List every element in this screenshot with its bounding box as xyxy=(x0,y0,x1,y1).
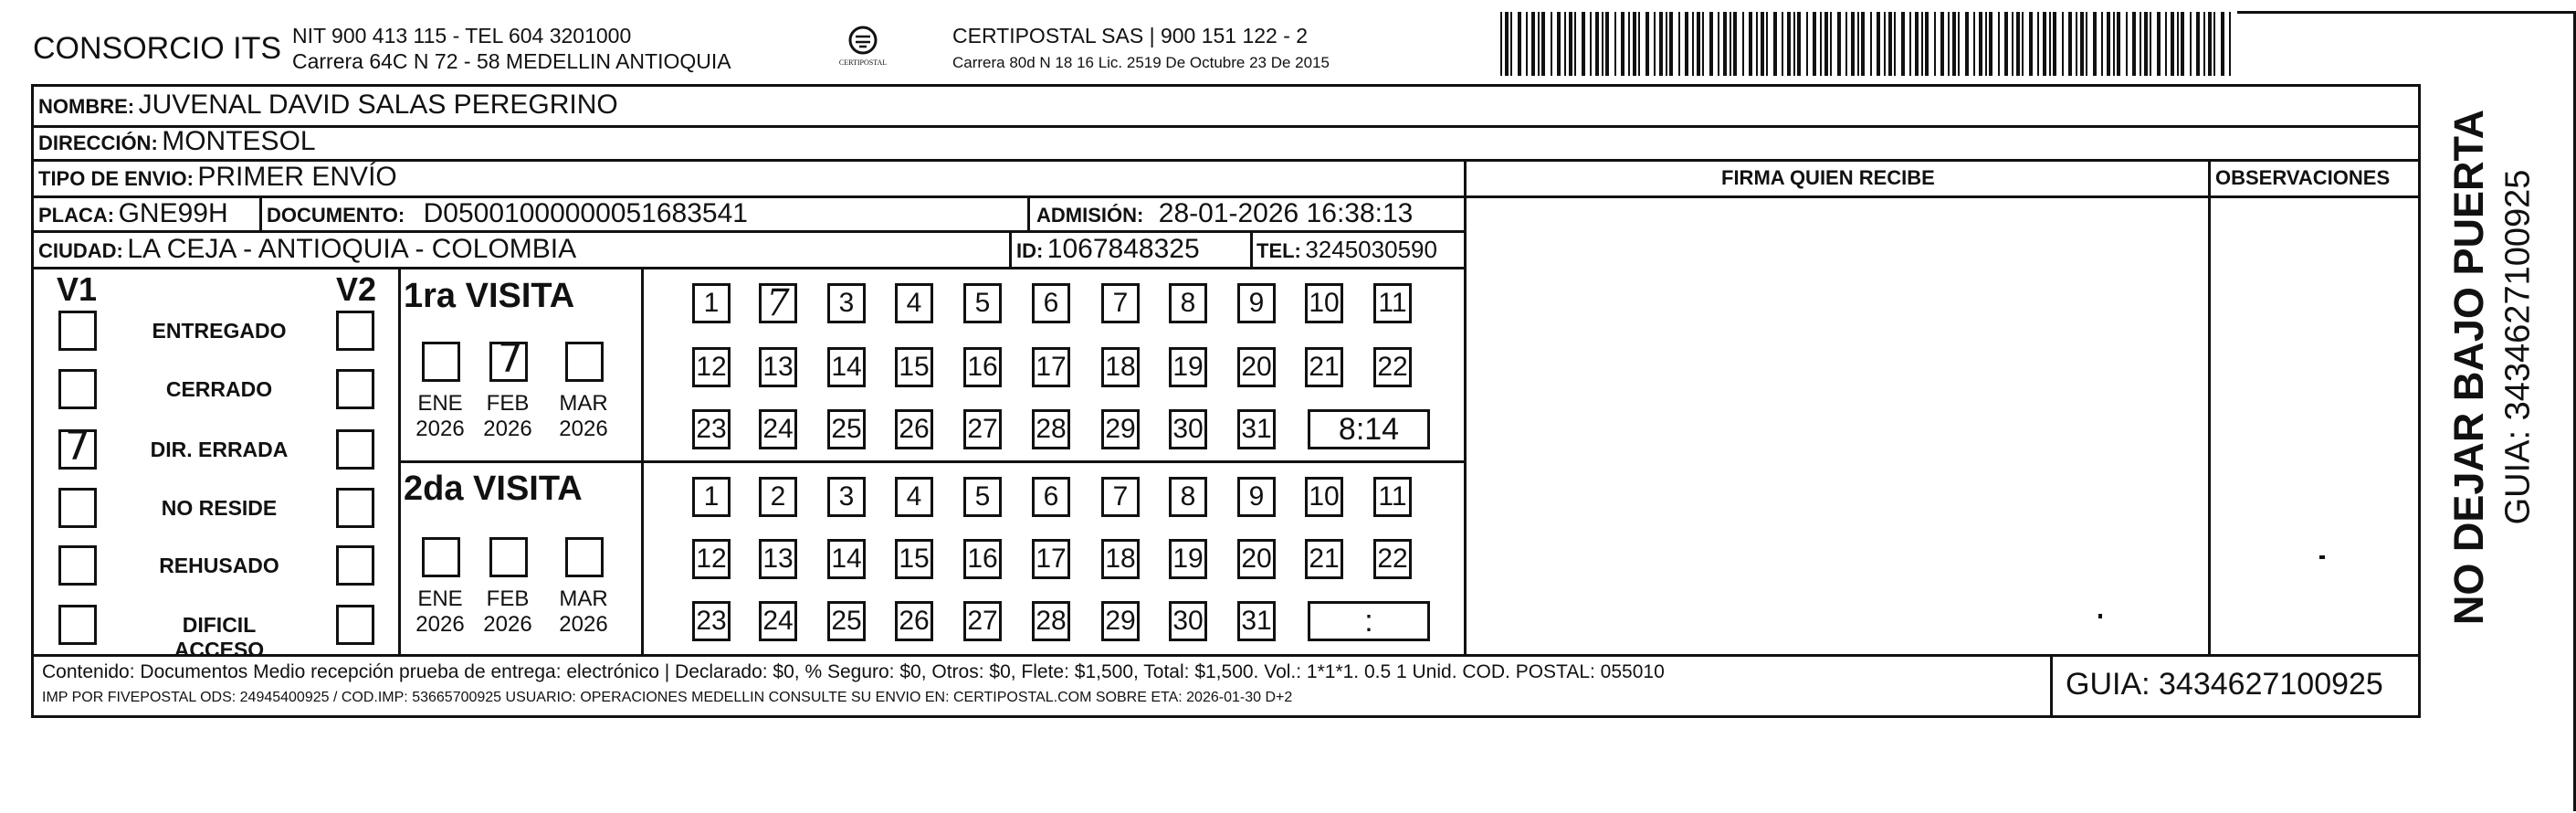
cell-divider xyxy=(1009,230,1012,267)
status-checkbox-v2[interactable] xyxy=(336,488,374,528)
barcode-bar xyxy=(1894,12,1896,76)
day-cell[interactable]: 24 xyxy=(759,601,797,641)
status-label: CERRADO xyxy=(165,377,273,401)
side-guia: GUIA: 3434627100925 xyxy=(2498,169,2538,525)
barcode-bar xyxy=(1500,12,1502,76)
barcode-bar xyxy=(1901,12,1905,76)
month-label xyxy=(556,586,611,638)
company-address: Carrera 64C N 72 - 58 MEDELLIN ANTIOQUIA xyxy=(292,49,731,73)
frame-top-edge xyxy=(2237,11,2575,14)
barcode-bar xyxy=(1531,12,1535,76)
observaciones-label: OBSERVACIONES xyxy=(2215,166,2391,189)
day-cell[interactable]: 26 xyxy=(895,409,933,449)
barcode-bar xyxy=(1973,12,1975,76)
id-value: 1067848325 xyxy=(1046,234,1200,264)
day-cell[interactable]: 23 xyxy=(692,409,731,449)
nombre-label: NOMBRE: xyxy=(38,95,135,118)
ciudad-value: LA CEJA - ANTIOQUIA - COLOMBIA xyxy=(127,234,577,264)
barcode-bar xyxy=(1730,12,1731,76)
day-cell[interactable]: 13 xyxy=(759,347,797,387)
barcode-bar xyxy=(1510,12,1512,76)
barcode-bar xyxy=(1979,12,1982,76)
row-line xyxy=(31,267,1465,269)
cell-divider xyxy=(259,195,262,232)
carrier-license: Carrera 80d N 18 16 Lic. 2519 De Octubre 23 De 2015 xyxy=(952,54,1330,71)
barcode-bar xyxy=(1909,12,1911,76)
status-label: DIFICIL ACCESO xyxy=(173,613,265,661)
barcode-bar xyxy=(1884,12,1886,76)
documento-field xyxy=(267,198,748,229)
day-cell[interactable]: 29 xyxy=(1101,409,1140,449)
barcode-bar xyxy=(1824,12,1828,76)
status-checkbox-v1[interactable] xyxy=(58,369,97,409)
col-divider xyxy=(1464,159,1467,654)
company-name: CONSORCIO ITS xyxy=(33,31,282,66)
barcode-bar xyxy=(1678,12,1680,76)
barcode-bar xyxy=(1541,12,1545,76)
barcode-bar xyxy=(2177,12,2179,76)
barcode-bar xyxy=(1742,12,1744,76)
barcode-bar xyxy=(1797,12,1801,76)
barcode-bar xyxy=(2221,12,2224,76)
month-checkbox[interactable] xyxy=(489,537,528,577)
barcode-bar xyxy=(1702,12,1704,76)
ciudad-label: CIUDAD: xyxy=(38,239,123,262)
barcode-bar xyxy=(2171,12,2174,76)
barcode-bar xyxy=(1965,12,1969,76)
month-year: 2026 xyxy=(483,612,532,637)
barcode-bar xyxy=(2132,12,2136,76)
day-cell[interactable]: 4 xyxy=(895,283,933,323)
barcode-bar xyxy=(1820,12,1822,76)
status-checkbox-v2[interactable] xyxy=(336,429,374,470)
placa-value: GNE99H xyxy=(118,198,228,228)
barcode-bar xyxy=(2165,12,2167,76)
status-checkbox-v2[interactable] xyxy=(336,311,374,351)
day-cell[interactable]: 4 xyxy=(895,477,933,517)
direccion-field xyxy=(38,126,316,157)
day-cell[interactable]: 19 xyxy=(1169,539,1207,579)
barcode-bar xyxy=(1551,12,1552,76)
day-cell[interactable]: 23 xyxy=(692,601,731,641)
barcode-bar xyxy=(2213,12,2215,76)
barcode-bar xyxy=(1845,12,1847,76)
day-cell[interactable]: 30 xyxy=(1169,601,1207,641)
day-cell[interactable]: 19 xyxy=(1169,347,1207,387)
barcode-bar xyxy=(1638,12,1640,76)
barcode-bar xyxy=(1685,12,1688,76)
day-cell[interactable]: 25 xyxy=(827,409,866,449)
status-label: REHUSADO xyxy=(159,554,279,577)
day-cell[interactable]: 3 xyxy=(827,477,866,517)
day-cell[interactable]: 20 xyxy=(1237,539,1276,579)
barcode-bar xyxy=(2022,12,2024,76)
barcode-bar xyxy=(1569,12,1572,76)
month-year: 2026 xyxy=(559,612,608,637)
barcode-bar xyxy=(1666,12,1667,76)
barcode-bar xyxy=(1590,12,1592,76)
status-label: ENTREGADO xyxy=(152,319,287,343)
day-cell[interactable]: 9 xyxy=(1237,283,1276,323)
footer-divider xyxy=(31,654,2421,657)
month-year: 2026 xyxy=(483,417,532,441)
col-divider xyxy=(2208,159,2211,654)
status-label: DIR. ERRADA xyxy=(150,438,289,461)
month-year: 2026 xyxy=(415,417,465,441)
month-checkbox[interactable] xyxy=(565,537,604,577)
month-checkbox[interactable] xyxy=(489,335,528,382)
visit-divider xyxy=(398,460,1465,463)
barcode-bar xyxy=(2012,12,2013,76)
barcode-bar xyxy=(1782,12,1783,76)
status-checkbox-v2[interactable] xyxy=(336,605,374,645)
barcode-bar xyxy=(1958,12,1960,76)
barcode-bar xyxy=(1934,12,1936,76)
barcode-bar xyxy=(2080,12,2084,76)
barcode-bar xyxy=(1877,12,1880,76)
day-cell[interactable]: 8 xyxy=(1169,477,1207,517)
nombre-field xyxy=(38,90,618,121)
admision-label: ADMISIÓN: xyxy=(1036,204,1144,227)
day-cell[interactable]: 14 xyxy=(827,347,866,387)
day-cell[interactable]: 9 xyxy=(1237,477,1276,517)
day-cell[interactable]: 3 xyxy=(827,283,866,323)
barcode-bar xyxy=(2076,12,2077,76)
month-checkbox[interactable] xyxy=(422,342,460,382)
time-field[interactable]: : xyxy=(1308,601,1430,641)
barcode-bar xyxy=(1766,12,1768,76)
day-cell[interactable]: 7 xyxy=(1101,283,1140,323)
stray-mark xyxy=(2319,555,2325,559)
barcode-bar xyxy=(1628,12,1630,76)
barcode-bar xyxy=(2093,12,2097,76)
barcode-bar xyxy=(1851,12,1855,76)
barcode-bar xyxy=(1787,12,1791,76)
day-cell[interactable]: 12 xyxy=(692,347,731,387)
barcode-bar xyxy=(1582,12,1585,76)
barcode-bar xyxy=(1813,12,1816,76)
barcode-bar xyxy=(1915,12,1919,76)
day-cell[interactable]: 11 xyxy=(1373,283,1412,323)
day-cell[interactable]: 14 xyxy=(827,539,866,579)
day-cell[interactable]: 27 xyxy=(963,409,1002,449)
month-checkbox[interactable] xyxy=(565,342,604,382)
barcode-bar xyxy=(1985,12,1987,76)
barcode-bar xyxy=(2157,12,2161,76)
barcode-bar xyxy=(1621,12,1624,76)
barcode-bar xyxy=(1557,12,1561,76)
documento-label: DOCUMENTO: xyxy=(267,204,405,227)
barcode-bar xyxy=(1733,12,1737,76)
day-cell[interactable]: 27 xyxy=(963,601,1002,641)
barcode-bar xyxy=(2037,12,2039,76)
cell-divider xyxy=(1250,230,1253,267)
ciudad-field xyxy=(38,234,576,265)
barcode-bar xyxy=(1564,12,1566,76)
day-cell[interactable] xyxy=(759,283,797,323)
barcode-bar xyxy=(2144,12,2148,76)
month-name: MAR xyxy=(559,391,608,416)
month-name: ENE xyxy=(417,391,463,416)
barcode-bar xyxy=(1645,12,1649,76)
barcode-bar xyxy=(1723,12,1727,76)
month-label xyxy=(413,391,468,442)
documento-value: D05001000000051683541 xyxy=(423,198,748,228)
handwritten-mark: 7 xyxy=(65,423,90,470)
day-cell[interactable]: 12 xyxy=(692,539,731,579)
row-line xyxy=(1464,195,2421,198)
placa-field xyxy=(38,198,228,229)
day-cell[interactable]: 16 xyxy=(963,347,1002,387)
month-label xyxy=(413,586,468,638)
day-cell[interactable]: 6 xyxy=(1032,477,1070,517)
barcode-bar xyxy=(1830,12,1832,76)
status-checkbox-v1[interactable] xyxy=(58,423,97,470)
imp-line: IMP POR FIVEPOSTAL ODS: 24945400925 / COD.IMP: 53665700925 USUARIO: OPERACIONES MEDELLIN CONSULTE SU ENVIO EN: CERTIPOSTAL.COM SOBRE ETA: 2026-01-30 D+2 xyxy=(42,690,1293,705)
barcode-bar xyxy=(1602,12,1603,76)
month-label xyxy=(480,586,535,638)
barcode-bar xyxy=(1505,12,1509,76)
day-cell[interactable]: 28 xyxy=(1032,409,1070,449)
day-cell[interactable]: 16 xyxy=(963,539,1002,579)
day-cell[interactable]: 8 xyxy=(1169,283,1207,323)
barcode-bar xyxy=(2229,12,2231,76)
barcode-bar xyxy=(2190,12,2192,76)
nombre-value: JUVENAL DAVID SALAS PEREGRINO xyxy=(138,90,618,120)
barcode-bar xyxy=(1870,12,1872,76)
day-cell[interactable]: 22 xyxy=(1373,539,1412,579)
row-line xyxy=(31,125,2421,128)
day-cell[interactable]: 1 xyxy=(692,477,731,517)
barcode-bar xyxy=(1518,12,1521,76)
status-checkbox-v1[interactable] xyxy=(58,605,97,645)
id-label: ID: xyxy=(1016,239,1044,262)
barcode-bar xyxy=(1756,12,1758,76)
month-checkbox[interactable] xyxy=(422,537,460,577)
barcode-bar xyxy=(2150,12,2151,76)
barcode-bar xyxy=(2062,12,2064,76)
handwritten-mark: 7 xyxy=(498,335,523,382)
status-checkbox-v1[interactable] xyxy=(58,488,97,528)
barcode-bar xyxy=(1749,12,1752,76)
barcode-bar xyxy=(1761,12,1764,76)
month-label xyxy=(480,391,535,442)
barcode-bar xyxy=(1697,12,1700,76)
status-checkbox-v1[interactable] xyxy=(58,545,97,586)
barcode-bar xyxy=(1925,12,1929,76)
barcode-bar xyxy=(1998,12,2000,76)
day-cell[interactable]: 30 xyxy=(1169,409,1207,449)
day-cell[interactable]: 21 xyxy=(1305,347,1343,387)
day-cell[interactable]: 5 xyxy=(963,283,1002,323)
tel-field xyxy=(1256,236,1437,264)
barcode xyxy=(1500,12,2235,78)
firma-label: FIRMA QUIEN RECIBE xyxy=(1721,166,1935,189)
month-year: 2026 xyxy=(415,612,465,637)
day-cell[interactable]: 6 xyxy=(1032,283,1070,323)
v1-header: V1 xyxy=(57,270,98,308)
month-name: ENE xyxy=(417,586,463,611)
barcode-bar xyxy=(1614,12,1616,76)
day-cell[interactable]: 18 xyxy=(1101,539,1140,579)
footer-guia-divider xyxy=(2050,654,2053,718)
barcode-bar xyxy=(2086,12,2087,76)
month-label xyxy=(556,391,611,442)
barcode-bar xyxy=(1605,12,1609,76)
day-cell[interactable]: 31 xyxy=(1237,409,1276,449)
barcode-bar xyxy=(2029,12,2033,76)
id-field xyxy=(1016,234,1200,265)
barcode-bar xyxy=(1940,12,1944,76)
carrier-name: CERTIPOSTAL SAS | 900 151 122 - 2 xyxy=(952,24,1309,48)
barcode-bar xyxy=(1633,12,1636,76)
barcode-bar xyxy=(1861,12,1865,76)
handwritten-day-mark: 7 xyxy=(766,282,790,324)
month-name: FEB xyxy=(486,391,530,416)
stray-mark xyxy=(2098,614,2102,618)
time-field[interactable]: 8:14 xyxy=(1308,409,1430,449)
barcode-bar xyxy=(2049,12,2051,76)
day-cell[interactable]: 2 xyxy=(759,477,797,517)
day-cell[interactable]: 10 xyxy=(1305,283,1343,323)
tel-value: 3245030590 xyxy=(1305,236,1437,263)
barcode-bar xyxy=(1952,12,1956,76)
day-cell[interactable]: 11 xyxy=(1373,477,1412,517)
day-cell[interactable]: 1 xyxy=(692,283,731,323)
day-cell[interactable]: 21 xyxy=(1305,539,1343,579)
barcode-bar xyxy=(2203,12,2205,76)
status-checkbox-v2[interactable] xyxy=(336,369,374,409)
month-name: MAR xyxy=(559,586,608,611)
tipo-value: PRIMER ENVÍO xyxy=(197,162,397,192)
barcode-bar xyxy=(1793,12,1795,76)
side-warning: NO DEJAR BAJO PUERTA xyxy=(2445,109,2492,626)
direccion-label: DIRECCIÓN: xyxy=(38,132,158,154)
barcode-bar xyxy=(2117,12,2120,76)
barcode-bar xyxy=(2068,12,2072,76)
day-cell[interactable]: 26 xyxy=(895,601,933,641)
month-year: 2026 xyxy=(559,417,608,441)
admision-field xyxy=(1036,198,1413,229)
tipo-label: TIPO DE ENVIO: xyxy=(38,167,194,190)
barcode-bar xyxy=(2016,12,2020,76)
barcode-bar xyxy=(1806,12,1808,76)
status-checkbox-v1[interactable] xyxy=(58,311,97,351)
certipostal-logo xyxy=(826,24,899,75)
barcode-bar xyxy=(1595,12,1599,76)
day-cell[interactable]: 28 xyxy=(1032,601,1070,641)
day-cell[interactable]: 29 xyxy=(1101,601,1140,641)
month-name: FEB xyxy=(486,586,530,611)
barcode-bar xyxy=(2053,12,2056,76)
barcode-bar xyxy=(1654,12,1656,76)
day-cell[interactable]: 25 xyxy=(827,601,866,641)
day-cell[interactable]: 17 xyxy=(1032,347,1070,387)
barcode-bar xyxy=(1921,12,1923,76)
day-cell[interactable]: 10 xyxy=(1305,477,1343,517)
day-cell[interactable]: 24 xyxy=(759,409,797,449)
visit1-title: 1ra VISITA xyxy=(404,277,575,315)
barcode-bar xyxy=(2140,12,2141,76)
direccion-value: MONTESOL xyxy=(162,126,316,156)
barcode-bar xyxy=(2126,12,2128,76)
visit2-title: 2da VISITA xyxy=(404,470,583,508)
v2-header: V2 xyxy=(336,270,377,308)
barcode-bar xyxy=(1669,12,1673,76)
barcode-bar xyxy=(2101,12,2103,76)
barcode-bar xyxy=(2181,12,2184,76)
barcode-bar xyxy=(1837,12,1841,76)
barcode-bar xyxy=(1773,12,1777,76)
barcode-bar xyxy=(1538,12,1540,76)
footer-guia: GUIA: 3434627100925 xyxy=(2066,667,2383,702)
logo-wordmark: CERTIPOSTAL xyxy=(838,58,888,67)
barcode-bar xyxy=(1659,12,1663,76)
cell-divider xyxy=(1027,195,1030,232)
barcode-bar xyxy=(1718,12,1719,76)
barcode-bar xyxy=(1888,12,1892,76)
day-cell[interactable]: 7 xyxy=(1101,477,1140,517)
barcode-bar xyxy=(1857,12,1859,76)
day-cell[interactable]: 17 xyxy=(1032,539,1070,579)
barcode-bar xyxy=(1989,12,1992,76)
barcode-bar xyxy=(1709,12,1713,76)
barcode-bar xyxy=(1574,12,1576,76)
day-cell[interactable]: 13 xyxy=(759,539,797,579)
placa-label: PLACA: xyxy=(38,204,115,227)
barcode-bar xyxy=(1692,12,1694,76)
status-label: NO RESIDE xyxy=(161,496,278,520)
barcode-bar xyxy=(2043,12,2046,76)
barcode-bar xyxy=(2004,12,2008,76)
barcode-bar xyxy=(2196,12,2200,76)
barcode-bar xyxy=(1948,12,1950,76)
barcode-bar xyxy=(2107,12,2110,76)
contenido-line: Contenido: Documentos Medio recepción prueba de entrega: electrónico | Declarado: $0, % Seguro: $0, Otros: $0, Flete: $1,500, Total: $1,500. Vol.: 1*1*1. 0.5 1 Unid. COD. POSTAL: 055010 xyxy=(42,661,1665,682)
day-cell[interactable]: 31 xyxy=(1237,601,1276,641)
day-cell[interactable]: 5 xyxy=(963,477,1002,517)
day-cell[interactable]: 22 xyxy=(1373,347,1412,387)
company-nit-tel: NIT 900 413 115 - TEL 604 3201000 xyxy=(292,24,632,48)
day-cell[interactable]: 15 xyxy=(895,347,933,387)
tel-label: TEL: xyxy=(1256,239,1301,262)
barcode-bar xyxy=(2208,12,2212,76)
admision-value: 28-01-2026 16:38:13 xyxy=(1158,198,1414,228)
status-checkbox-v2[interactable] xyxy=(336,545,374,586)
barcode-bar xyxy=(1526,12,1528,76)
tipo-field xyxy=(38,162,397,193)
day-cell[interactable]: 20 xyxy=(1237,347,1276,387)
barcode-bar xyxy=(2113,12,2115,76)
day-cell[interactable]: 18 xyxy=(1101,347,1140,387)
day-cell[interactable]: 15 xyxy=(895,539,933,579)
